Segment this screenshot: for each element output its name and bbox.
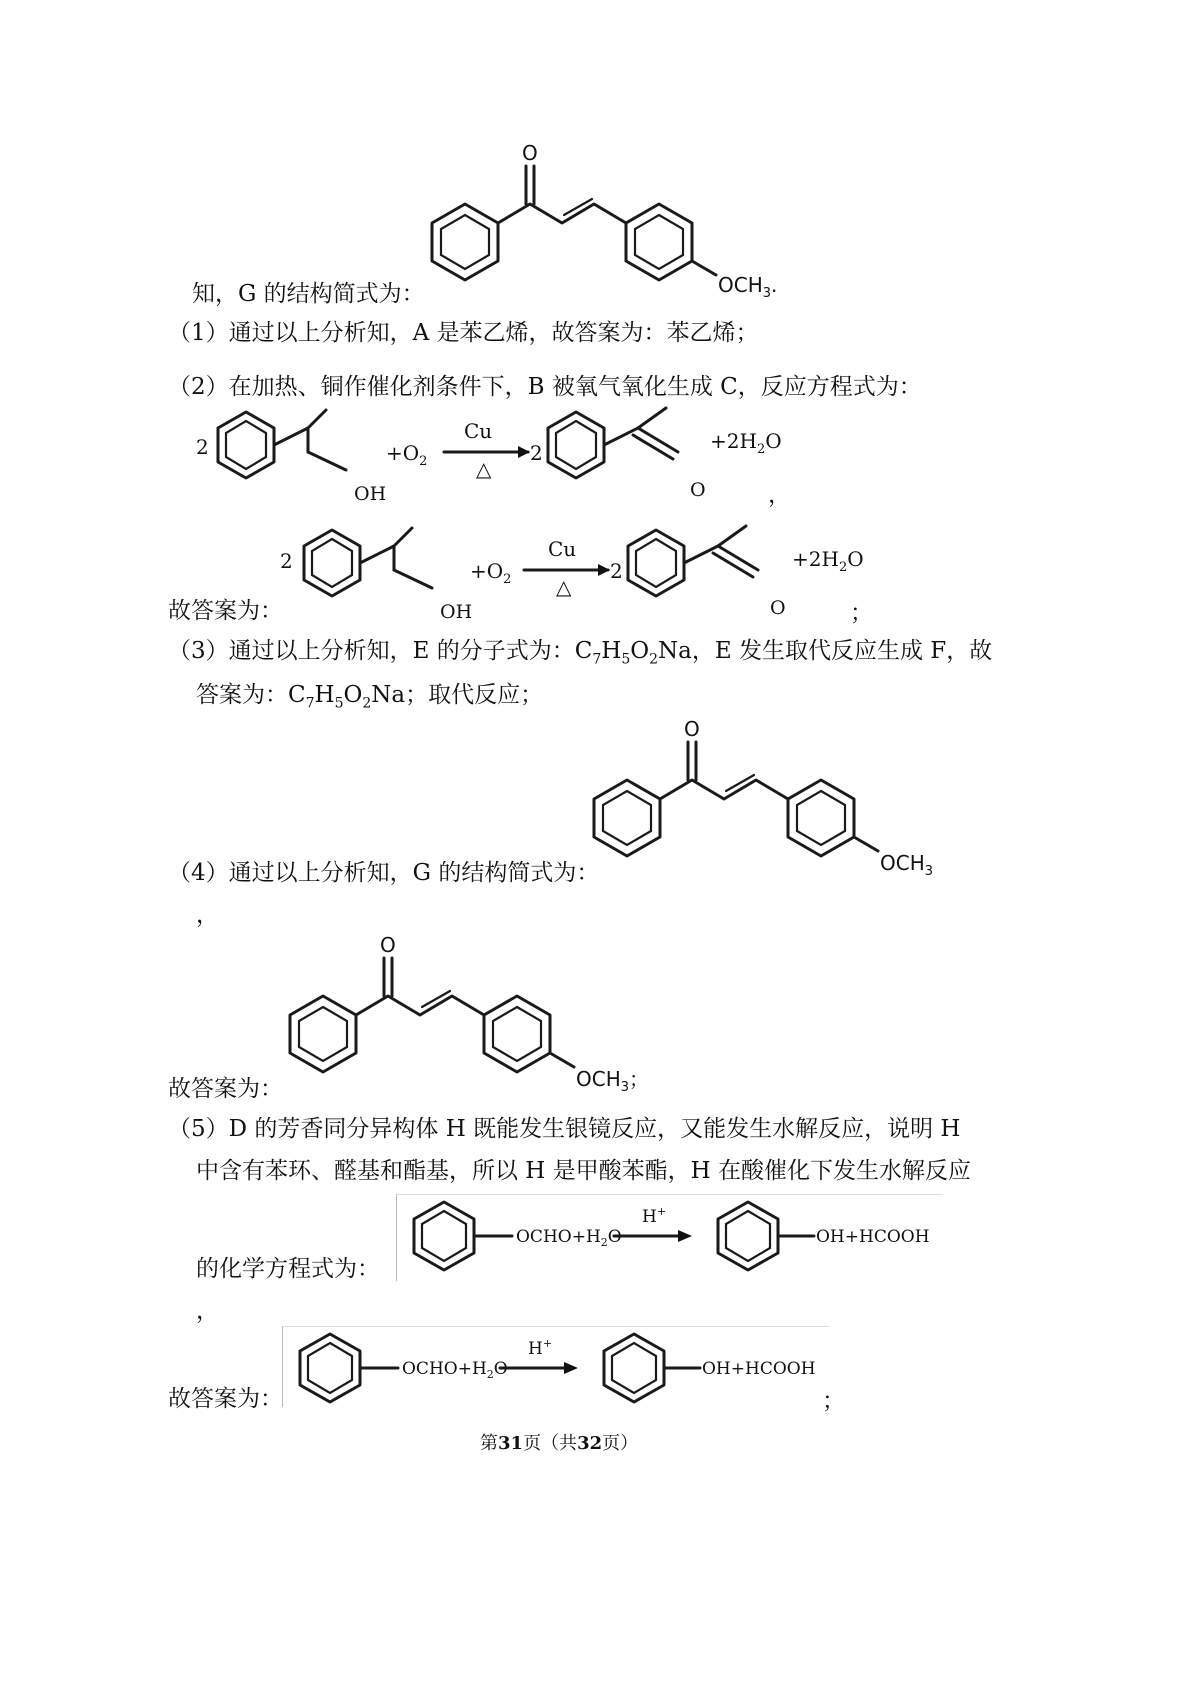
svg-text:+O2: $+O_2$: [386, 441, 428, 469]
products-formula: OH+HCOOH: [816, 1227, 930, 1247]
q5-answer-prefix: 故答案为：: [168, 1386, 283, 1412]
svg-text:2: 2: [610, 559, 623, 583]
q3-line1: （3）通过以上分析知，E 的分子式为：$C_7H_5O_2Na$，E 发生取代反应生成 F，故: [168, 638, 993, 668]
acid-catalyst: H: [642, 1207, 657, 1227]
svg-text:2: 2: [530, 441, 543, 465]
catalyst-label: Cu: [464, 419, 493, 443]
svg-text:OCH3；: $OCH_3$；: [576, 1067, 650, 1095]
plus-water: +2H: [710, 429, 757, 453]
q5-line2: 中含有苯环、醛基和酯基，所以 H 是甲酸苯酯，H 在酸催化下发生水解反应: [196, 1158, 972, 1184]
q2-answer-prefix: 故答案为：: [168, 598, 283, 624]
methoxy-label: OCH: [718, 273, 763, 297]
q2-text: 在加热、铜作催化剂条件下，B 被氧气氧化生成 C，反应方程式为：: [228, 374, 922, 400]
hydroxyl-label: OH: [354, 483, 387, 505]
page-footer: 第31页（共32页）: [480, 1433, 639, 1454]
plus-oxygen: +O: [386, 441, 420, 465]
hydrolysis-equation-answer: [282, 1326, 842, 1416]
oxidation-equation-1: [196, 400, 836, 510]
q5-answer-end: ；: [822, 1388, 845, 1414]
svg-text:△: △: [556, 575, 572, 599]
svg-text:OCH3.: $OCH_3$.: [718, 273, 778, 301]
q4-answer-prefix: 故答案为：: [168, 1076, 283, 1102]
q1-number: （1）: [168, 320, 229, 346]
svg-text:O: O: [770, 597, 786, 619]
q1-line: [168, 318, 759, 348]
svg-text:OH+HCOOH: OH+HCOOH: [702, 1359, 816, 1379]
q2-answer-end: ；: [850, 600, 873, 626]
q1-text: 通过以上分析知，A 是苯乙烯，故答案为：苯乙烯；: [228, 320, 759, 346]
formula-e: $C_7H_5O_2Na$: [574, 638, 692, 668]
formula-answer: $C_7H_5O_2Na$: [288, 682, 406, 712]
oxidation-equation-answer: [280, 518, 880, 628]
heat-label: △: [476, 457, 492, 481]
svg-text:H+: H+: [642, 1205, 667, 1227]
q2-line: [168, 372, 922, 402]
q5-line3: 的化学方程式为：: [196, 1256, 380, 1282]
svg-text:Cu: Cu: [548, 537, 577, 561]
svg-text:OH: OH: [440, 601, 473, 623]
q2-trail: ，: [768, 482, 791, 508]
structure-chalcone-top: [418, 142, 778, 317]
svg-text:+2H2O: $+2H_2O$: [710, 429, 782, 457]
q3-line2: 答案为：$C_7H_5O_2Na$；取代反应；: [196, 682, 544, 712]
page-total: 32: [577, 1433, 603, 1454]
q4-number: （4）: [168, 860, 229, 886]
oxygen-label: O: [522, 141, 538, 165]
svg-text:O: O: [684, 717, 700, 741]
q4-line: （4）通过以上分析知，G 的结构简式为：: [168, 860, 600, 886]
ester-formula: OCHO+H: [516, 1227, 601, 1247]
coefficient: 2: [196, 435, 209, 459]
q2-number: （2）: [168, 374, 229, 400]
svg-text:H+: H+: [528, 1337, 553, 1359]
intro-text: 知，G 的结构简式为：: [192, 281, 425, 307]
svg-text:OCHO+H2O: $OCHO+H_2O$: [402, 1359, 508, 1381]
svg-text:OCHO+H2O: $OCHO+H_2O$: [516, 1227, 622, 1249]
svg-text:2: 2: [280, 549, 293, 573]
svg-text:O: O: [380, 933, 396, 957]
q5-trail: ，: [196, 1298, 219, 1324]
page-number: 31: [498, 1433, 524, 1454]
carbonyl-oxygen: O: [690, 479, 706, 501]
q5-number: （5）: [168, 1116, 229, 1142]
svg-text:OCH3: $OCH_3$: [880, 851, 934, 879]
svg-text:+O2: $+O_2$: [470, 559, 512, 587]
structure-chalcone-answer: [276, 934, 656, 1104]
structure-chalcone-q4: [580, 718, 960, 888]
hydrolysis-equation-1: [396, 1194, 956, 1284]
q4-trail: ，: [196, 902, 219, 928]
svg-text:+2H2O: $+2H_2O$: [792, 547, 864, 575]
q3-number: （3）: [168, 638, 229, 664]
q5-line1: （5）D 的芳香同分异构体 H 既能发生银镜反应，又能发生水解反应，说明 H: [168, 1116, 961, 1142]
end-period: .: [771, 273, 778, 297]
